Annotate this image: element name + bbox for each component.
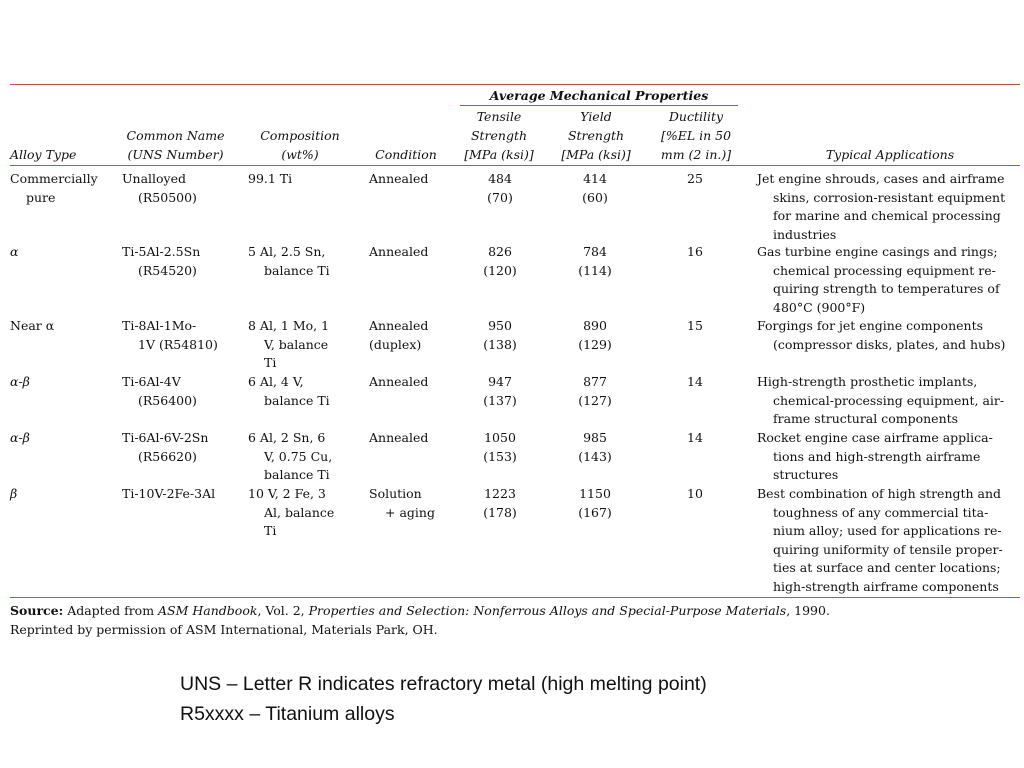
row3-ductility xyxy=(655,317,735,336)
row1-condition xyxy=(369,170,428,189)
header-line: [MPa (ksi)] xyxy=(464,147,534,162)
row2-tensile xyxy=(460,243,540,280)
header-alloy-type xyxy=(10,145,76,164)
cell-line: 826 xyxy=(488,244,512,259)
row3-tensile xyxy=(460,317,540,354)
cell-line: (153) xyxy=(483,448,517,464)
source-text: , 1990. xyxy=(786,603,830,618)
header-bottom-rule xyxy=(10,165,1020,166)
cell-line: 5 Al, 2.5 Sn, xyxy=(248,244,326,259)
cell-line: ties at surface and center locations; xyxy=(773,560,1001,575)
cell-line: industries xyxy=(773,226,837,242)
cell-line: 10 xyxy=(687,486,703,501)
header-line: mm (2 in.)] xyxy=(660,147,732,162)
cell-line: 16 xyxy=(687,244,703,259)
row1-alloy-type xyxy=(10,170,98,207)
cell-line: Solution xyxy=(369,486,422,501)
cell-line: 890 xyxy=(583,318,607,333)
row5-ductility xyxy=(655,429,735,448)
cell-line: 6 Al, 2 Sn, 6 xyxy=(248,430,326,445)
header-line: [%EL in 50 xyxy=(660,128,732,143)
cell-line: for marine and chemical processing xyxy=(773,208,1001,223)
cell-line: 25 xyxy=(687,171,703,186)
cell-line: (114) xyxy=(578,262,612,278)
header-line: Composition xyxy=(260,128,340,143)
cell-line: Jet engine shrouds, cases and airframe xyxy=(757,171,1005,186)
cell-line: (129) xyxy=(578,336,612,352)
cell-line: 99.1 Ti xyxy=(248,171,293,186)
row6-yield xyxy=(555,485,635,522)
header-line: Strength xyxy=(567,128,625,143)
cell-line: V, balance xyxy=(264,336,329,352)
row6-condition xyxy=(369,485,435,522)
cell-line: 414 xyxy=(583,171,607,186)
cell-line: 484 xyxy=(488,171,512,186)
row3-common-name xyxy=(122,317,218,354)
note-uns: UNS – Letter R indicates refractory metal (high melting point) xyxy=(180,673,707,695)
row2-ductility xyxy=(655,243,735,262)
row1-composition xyxy=(248,170,292,189)
cell-line: nium alloy; used for applications re- xyxy=(773,523,1002,538)
row4-tensile xyxy=(460,373,540,410)
cell-line: frame structural components xyxy=(773,411,959,426)
cell-line: Annealed xyxy=(369,374,429,389)
cell-line: Al, balance xyxy=(264,504,335,520)
source-permission: Reprinted by permission of ASM International, Materials Park, OH. xyxy=(10,622,438,637)
row3-yield xyxy=(555,317,635,354)
cell-line: (143) xyxy=(578,448,612,464)
table-bottom-rule xyxy=(10,597,1020,598)
row5-common-name xyxy=(122,429,208,466)
cell-line: 1050 xyxy=(484,430,516,445)
row4-yield xyxy=(555,373,635,410)
cell-line: chemical-processing equipment, air- xyxy=(773,392,1005,408)
row6-common-name xyxy=(122,485,215,504)
row1-yield xyxy=(555,170,635,207)
cell-line: quiring strength to temperatures of xyxy=(773,281,1000,296)
row5-applications xyxy=(757,429,993,485)
cell-line: skins, corrosion-resistant equipment xyxy=(773,189,1006,205)
cell-line: balance Ti xyxy=(264,392,330,408)
row5-composition xyxy=(248,429,332,485)
row3-composition xyxy=(248,317,329,373)
row2-condition xyxy=(369,243,428,262)
row4-common-name xyxy=(122,373,197,410)
row3-alloy-type xyxy=(10,317,54,336)
cell-line: α-β xyxy=(10,430,30,445)
header-line: Tensile xyxy=(476,109,522,124)
cell-line: (R56620) xyxy=(138,448,197,464)
row6-ductility xyxy=(655,485,735,504)
row1-tensile xyxy=(460,170,540,207)
header-applications-label: Typical Applications xyxy=(825,147,955,162)
cell-line: β xyxy=(10,486,18,501)
cell-line: Near α xyxy=(10,318,55,333)
cell-line: (178) xyxy=(483,504,517,520)
cell-line: balance Ti xyxy=(264,262,330,278)
cell-line: (120) xyxy=(483,262,517,278)
cell-line: (compressor disks, plates, and hubs) xyxy=(773,336,1006,352)
cell-line: 1150 xyxy=(579,486,611,501)
row5-condition xyxy=(369,429,428,448)
row4-applications xyxy=(757,373,1004,429)
header-yield xyxy=(552,107,640,164)
row5-alloy-type xyxy=(10,429,30,448)
header-line: [MPa (ksi)] xyxy=(561,147,631,162)
group-header: Average Mechanical Properties xyxy=(489,88,709,103)
row3-condition xyxy=(369,317,428,354)
header-condition-label: Condition xyxy=(375,147,437,162)
row4-condition xyxy=(369,373,428,392)
cell-line: balance Ti xyxy=(264,467,330,482)
cell-line: 6 Al, 4 V, xyxy=(248,374,304,389)
cell-line: Unalloyed xyxy=(122,171,187,186)
cell-line: Forgings for jet engine components xyxy=(757,318,984,333)
cell-line: 784 xyxy=(583,244,607,259)
cell-line: (R50500) xyxy=(138,189,197,205)
cell-line: Ti-6Al-6V-2Sn xyxy=(122,430,209,445)
source-label: Source: xyxy=(10,603,64,618)
cell-line: Ti-6Al-4V xyxy=(122,374,181,389)
header-line: Common Name xyxy=(126,128,225,143)
cell-line: tions and high-strength airframe xyxy=(773,448,981,464)
row4-alloy-type xyxy=(10,373,30,392)
row4-ductility xyxy=(655,373,735,392)
cell-line: 877 xyxy=(583,374,607,389)
header-line: (UNS Number) xyxy=(127,147,224,162)
row2-common-name xyxy=(122,243,200,280)
cell-line: chemical processing equipment re- xyxy=(773,262,996,278)
cell-line: 947 xyxy=(488,374,512,389)
cell-line: pure xyxy=(26,189,56,205)
cell-line: (137) xyxy=(483,392,517,408)
cell-line: 985 xyxy=(583,430,607,445)
source-text: Adapted from xyxy=(63,603,159,618)
cell-line: (138) xyxy=(483,336,517,352)
row2-alloy-type xyxy=(10,243,18,262)
row6-composition xyxy=(248,485,334,541)
header-common-name xyxy=(118,126,233,164)
header-alloy-type-label: Alloy Type xyxy=(10,147,77,162)
cell-line: (duplex) xyxy=(369,336,422,352)
source-citation xyxy=(10,602,830,621)
cell-line: Annealed xyxy=(369,171,429,186)
cell-line: Annealed xyxy=(369,318,429,333)
header-ductility xyxy=(650,107,742,164)
header-applications xyxy=(800,145,980,164)
cell-line: structures xyxy=(773,467,839,482)
cell-line: α-β xyxy=(10,374,30,389)
row2-composition xyxy=(248,243,330,280)
row4-composition xyxy=(248,373,330,410)
row2-yield xyxy=(555,243,635,280)
cell-line: (127) xyxy=(578,392,612,408)
cell-line: 950 xyxy=(488,318,512,333)
cell-line: + aging xyxy=(385,504,435,520)
header-line: Ductility xyxy=(668,109,724,124)
header-line: Strength xyxy=(470,128,528,143)
cell-line: 14 xyxy=(687,374,703,389)
cell-line: 10 V, 2 Fe, 3 xyxy=(248,486,326,501)
header-condition xyxy=(366,145,446,164)
cell-line: Annealed xyxy=(369,430,429,445)
row6-alloy-type xyxy=(10,485,17,504)
cell-line: 15 xyxy=(687,318,703,333)
cell-line: Best combination of high strength and xyxy=(757,486,1002,501)
row6-applications xyxy=(757,485,1003,596)
header-composition xyxy=(244,126,356,164)
cell-line: quiring uniformity of tensile proper- xyxy=(773,541,1003,557)
cell-line: V, 0.75 Cu, xyxy=(264,448,333,464)
cell-line: toughness of any commercial tita- xyxy=(773,504,989,520)
row5-tensile xyxy=(460,429,540,466)
row5-yield xyxy=(555,429,635,466)
row1-common-name xyxy=(122,170,197,207)
row3-applications xyxy=(757,317,1005,354)
cell-line: Ti-10V-2Fe-3Al xyxy=(122,486,216,501)
cell-line: Annealed xyxy=(369,244,429,259)
header-line: (wt%) xyxy=(281,147,319,162)
cell-line: high-strength airframe components xyxy=(773,578,999,594)
cell-line: (167) xyxy=(578,504,612,520)
header-tensile xyxy=(455,107,543,164)
cell-line: Commercially xyxy=(10,171,98,186)
cell-line: High-strength prosthetic implants, xyxy=(757,374,978,389)
row2-applications xyxy=(757,243,1000,317)
cell-line: (R56400) xyxy=(138,392,197,408)
cell-line: α xyxy=(10,244,19,259)
source-book: ASM Handbook xyxy=(158,603,258,618)
note-titanium: R5xxxx – Titanium alloys xyxy=(180,703,395,725)
cell-line: 14 xyxy=(687,430,703,445)
cell-line: Ti-5Al-2.5Sn xyxy=(122,244,201,259)
cell-line: Rocket engine case airframe applica- xyxy=(757,430,993,445)
cell-line: (R54520) xyxy=(138,262,197,278)
source-text: , Vol. 2, xyxy=(257,603,309,618)
cell-line: Ti xyxy=(264,355,277,370)
cell-line: 8 Al, 1 Mo, 1 xyxy=(248,318,330,333)
cell-line: 1V (R54810) xyxy=(138,336,218,352)
row6-tensile xyxy=(460,485,540,522)
cell-line: Gas turbine engine casings and rings; xyxy=(757,244,998,259)
source-title: Properties and Selection: Nonferrous Alloys and Special-Purpose Materials xyxy=(308,603,787,618)
cell-line: 480°C (900°F) xyxy=(773,299,866,315)
cell-line: Ti xyxy=(264,523,277,538)
cell-line: (60) xyxy=(582,189,608,205)
group-header-rule xyxy=(460,105,738,106)
cell-line: Ti-8Al-1Mo- xyxy=(122,318,197,333)
row1-ductility xyxy=(655,170,735,189)
row1-applications xyxy=(757,170,1005,244)
cell-line: 1223 xyxy=(484,486,516,501)
cell-line: (70) xyxy=(487,189,513,205)
header-line: Yield xyxy=(580,109,612,124)
table-top-rule xyxy=(10,84,1020,85)
